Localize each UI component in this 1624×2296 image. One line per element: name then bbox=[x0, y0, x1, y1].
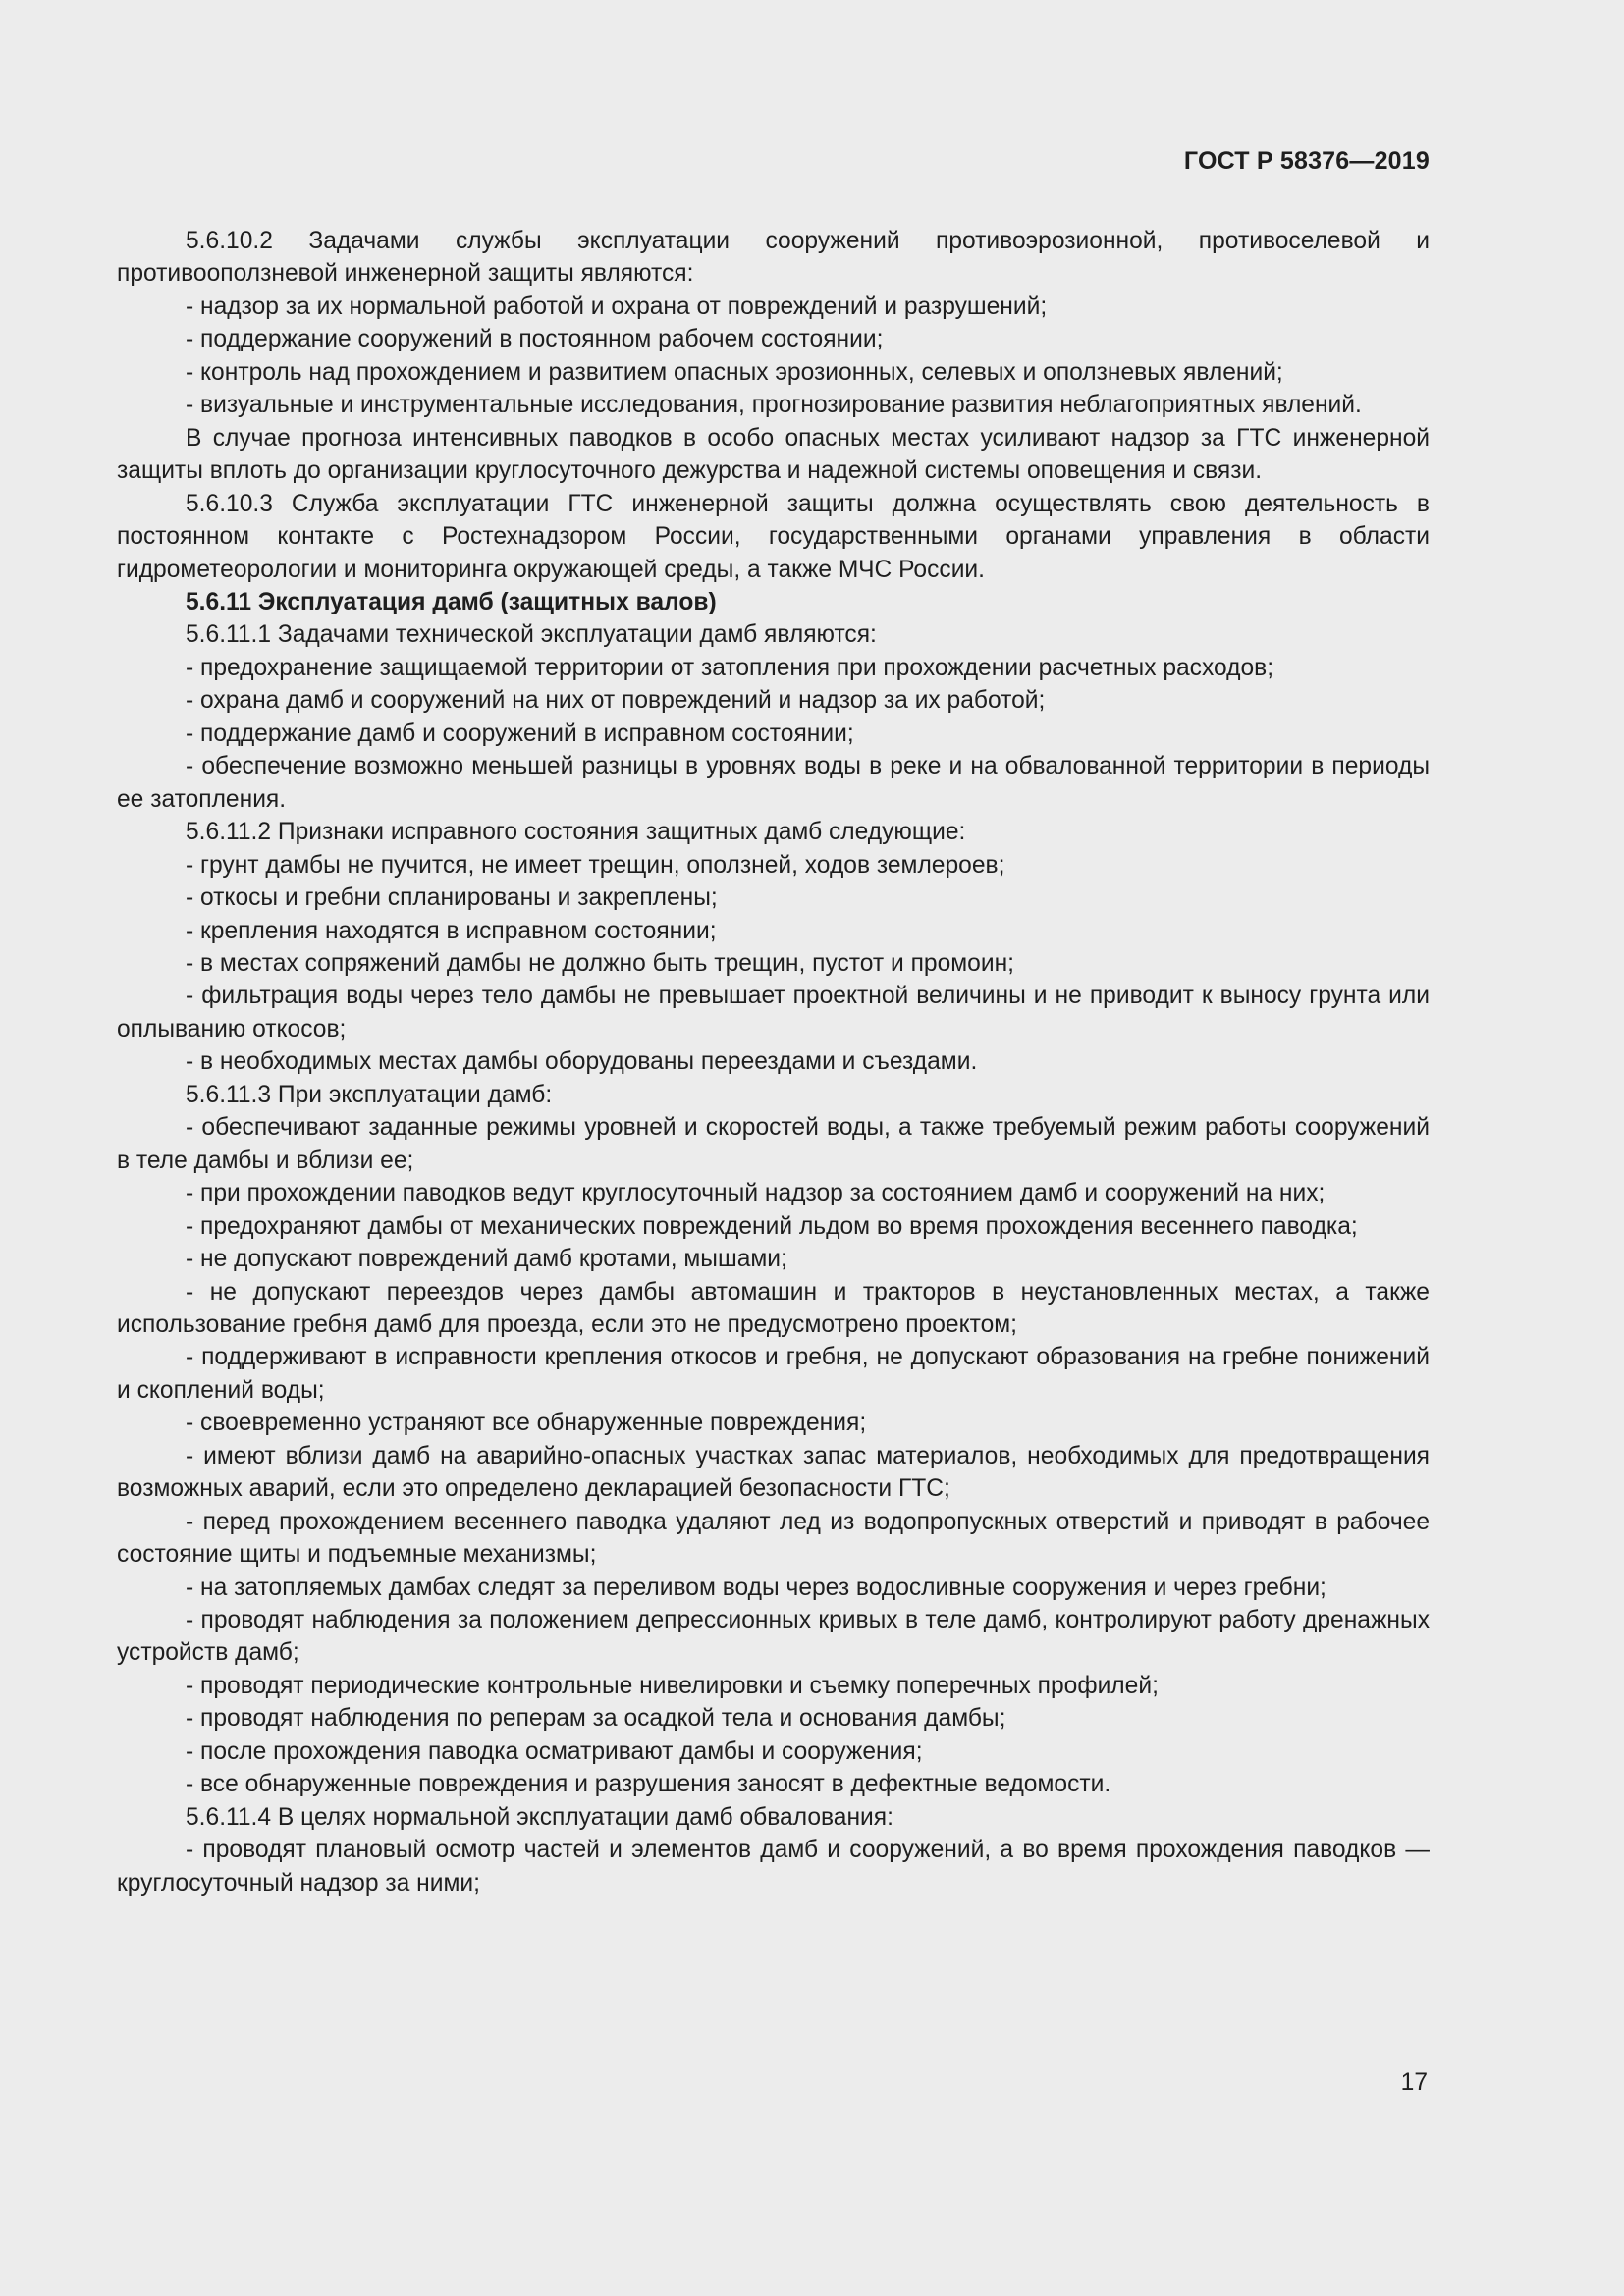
paragraph: - проводят наблюдения по реперам за осадкой тела и основания дамбы; bbox=[186, 1705, 1006, 1733]
paragraph: - предохраняют дамбы от механических повреждений льдом во время прохождения весеннего паводка; bbox=[186, 1212, 1358, 1240]
paragraph: - поддерживают в исправности крепления откосов и гребня, не допускают образования на гребне понижений и скоплений воды; bbox=[117, 1344, 1430, 1404]
paragraph: - обеспечивают заданные режимы уровней и скоростей воды, а также требуемый режим работы сооружений в теле дамбы и вблизи ее; bbox=[117, 1114, 1430, 1174]
paragraph: 5.6.11.3 При эксплуатации дамб: bbox=[186, 1081, 553, 1108]
paragraph: - перед прохождением весеннего паводка удаляют лед из водопропускных отверстий и приводят в рабочее состояние щиты и подъемные механизмы; bbox=[117, 1508, 1430, 1569]
paragraph: - после прохождения паводка осматривают дамбы и сооружения; bbox=[186, 1737, 923, 1765]
paragraph: 5.6.11.2 Признаки исправного состояния защитных дамб следующие: bbox=[186, 819, 966, 846]
paragraph: - не допускают переездов через дамбы автомашин и тракторов в неустановленных местах, а также использование гребня дамб для проезда, если это не предусмотрено проектом; bbox=[117, 1278, 1430, 1338]
paragraph: 5.6.10.3 Служба эксплуатации ГТС инженерной защиты должна осуществлять свою деятельность в постоянном контакте с Ростехнадзором России, государственными органами управления в области гидрометеорологии и мониторинга окружающей среды, а также МЧС России. bbox=[117, 490, 1430, 583]
paragraph: - надзор за их нормальной работой и охрана от повреждений и разрушений; bbox=[186, 293, 1048, 320]
paragraph: 5.6.11.1 Задачами технической эксплуатации дамб являются: bbox=[186, 621, 877, 649]
paragraph: - проводят периодические контрольные нивелировки и съемку поперечных профилей; bbox=[186, 1672, 1159, 1699]
paragraph: - не допускают повреждений дамб кротами, мышами; bbox=[186, 1246, 787, 1273]
page-number: 17 bbox=[1400, 2069, 1428, 2096]
document-body bbox=[117, 225, 1430, 1899]
paragraph: - грунт дамбы не пучится, не имеет трещин, оползней, ходов землероев; bbox=[186, 851, 1005, 879]
paragraph: - контроль над прохождением и развитием опасных эрозионных, селевых и оползневых явлений; bbox=[186, 358, 1283, 386]
paragraph: В случае прогноза интенсивных паводков в особо опасных местах усиливают надзор за ГТС инженерной защиты вплоть до организации круглосуточного дежурства и надежной системы оповещения и связи. bbox=[117, 424, 1430, 485]
paragraph: - поддержание сооружений в постоянном рабочем состоянии; bbox=[186, 326, 884, 353]
paragraph: - имеют вблизи дамб на аварийно-опасных участках запас материалов, необходимых для предотвращения возможных аварий, если это определено декларацией безопасности ГТС; bbox=[117, 1442, 1430, 1503]
paragraph: - откосы и гребни спланированы и закреплены; bbox=[186, 884, 718, 912]
section-heading: 5.6.11 Эксплуатация дамб (защитных валов) bbox=[186, 588, 717, 615]
paragraph: - в необходимых местах дамбы оборудованы переездами и съездами. bbox=[186, 1048, 978, 1076]
paragraph: - проводят плановый осмотр частей и элементов дамб и сооружений, а во время прохождения паводков — круглосуточный надзор за ними; bbox=[117, 1837, 1430, 1896]
paragraph: - в местах сопряжений дамбы не должно быть трещин, пустот и промоин; bbox=[186, 949, 1014, 977]
document-header: ГОСТ Р 58376—2019 bbox=[1183, 147, 1430, 175]
paragraph: - крепления находятся в исправном состоянии; bbox=[186, 917, 717, 944]
paragraph: - фильтрация воды через тело дамбы не превышает проектной величины и не приводит к выносу грунта или оплыванию откосов; bbox=[117, 983, 1430, 1042]
paragraph: - обеспечение возможно меньшей разницы в уровнях воды в реке и на обвалованной территории в периоды ее затопления. bbox=[117, 753, 1430, 813]
paragraph: 5.6.10.2 Задачами службы эксплуатации сооружений противоэрозионной, противоселевой и противооползневой инженерной защиты являются: bbox=[117, 228, 1430, 288]
paragraph: - при прохождении паводков ведут круглосуточный надзор за состоянием дамб и сооружений на них; bbox=[186, 1180, 1326, 1207]
paragraph: - охрана дамб и сооружений на них от повреждений и надзор за их работой; bbox=[186, 687, 1046, 715]
paragraph: - своевременно устраняют все обнаруженные повреждения; bbox=[186, 1410, 867, 1437]
paragraph: - на затопляемых дамбах следят за переливом воды через водосливные сооружения и через гребни; bbox=[186, 1574, 1326, 1601]
paragraph: - все обнаруженные повреждения и разрушения заносят в дефектные ведомости. bbox=[186, 1771, 1111, 1798]
paragraph: - предохранение защищаемой территории от затопления при прохождении расчетных расходов; bbox=[186, 654, 1274, 681]
paragraph: - визуальные и инструментальные исследования, прогнозирование развития неблагоприятных явлений. bbox=[186, 392, 1362, 419]
paragraph: - проводят наблюдения за положением депрессионных кривых в теле дамб, контролируют работу дренажных устройств дамб; bbox=[117, 1607, 1430, 1667]
paragraph: - поддержание дамб и сооружений в исправном состоянии; bbox=[186, 720, 854, 747]
paragraph: 5.6.11.4 В целях нормальной эксплуатации дамб обвалования: bbox=[186, 1803, 893, 1831]
